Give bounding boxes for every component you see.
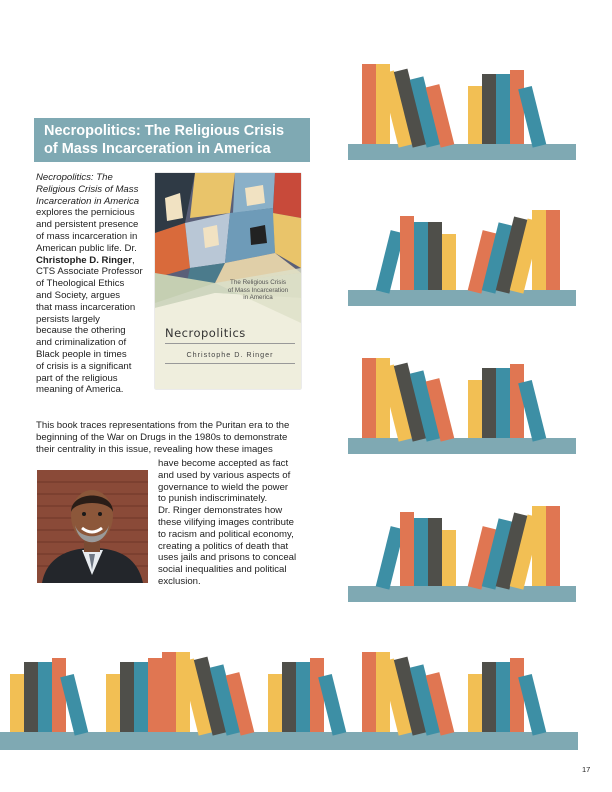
portrait-illustration — [37, 470, 148, 583]
text-line: American public life. Dr. — [36, 242, 137, 254]
text-line: meaning of America. — [36, 384, 124, 396]
author-name: Christophe D. Ringer — [36, 254, 132, 266]
bookshelf-4 — [346, 500, 578, 604]
cover-subtitle-line: The Religious Crisis — [230, 279, 286, 286]
text-line: and criminalization of — [36, 337, 127, 349]
intro-paragraph — [36, 172, 154, 396]
text-line: part of the religious — [36, 372, 118, 384]
text-line: social inequalities and political — [158, 564, 287, 576]
cover-rule — [165, 343, 295, 344]
text-line: because the othering — [36, 325, 126, 337]
book-title-italic: Necropolitics: The — [36, 172, 113, 183]
article-title — [34, 118, 310, 162]
text-line: that mass incarceration — [36, 301, 136, 313]
title-line-2: of Mass Incarceration in America — [44, 141, 271, 157]
text-line: creating a politics of death that — [158, 540, 289, 552]
bookshelf-2 — [346, 204, 578, 308]
text-line: uses jails and prisons to conceal — [158, 552, 297, 564]
book-cover — [155, 173, 301, 389]
cover-title: Necropolitics — [165, 326, 246, 340]
cover-subtitle-line: of Mass Incarceration — [227, 286, 289, 294]
cover-subtitle-line: in America — [243, 294, 273, 301]
continuation-paragraph — [36, 420, 336, 455]
text-line: these vilifying images contribute — [158, 516, 294, 528]
text-line: and Society, argues — [36, 289, 121, 301]
text-line: exclusion. — [158, 575, 201, 587]
text-line: beginning of the War on Drugs in the 1980s to demonstrate — [36, 431, 288, 443]
text-line: Dr. Ringer demonstrates how — [158, 505, 283, 517]
text-line: to punish indiscriminately. — [158, 493, 268, 505]
text-line: their centrality in this issue, revealing how these images — [36, 443, 273, 455]
page-number: 17 — [582, 765, 591, 774]
author-portrait — [37, 470, 148, 583]
text-line: to racism and political economy, — [158, 528, 294, 540]
bookshelf-bottom — [0, 646, 578, 750]
text-line: of mass incarceration in — [36, 230, 138, 242]
text-line: of Theological Ethics — [36, 278, 125, 290]
text-line: Black people in times — [36, 348, 127, 360]
book-title-italic: Religious Crisis of Mass — [36, 183, 139, 195]
text-line: governance to wield the power — [158, 481, 289, 493]
text-line: and persistent presence — [36, 219, 139, 231]
text-line: and used by various aspects of — [158, 469, 291, 481]
author-suffix: , — [131, 254, 135, 266]
text-line: have become accepted as fact — [158, 458, 289, 469]
cover-author: Christophe D. Ringer — [186, 350, 274, 359]
cover-rule — [165, 363, 295, 364]
text-line: CTS Associate Professor — [36, 266, 143, 278]
text-line: persists largely — [36, 313, 100, 325]
author-line — [36, 255, 154, 267]
title-line-1: Necropolitics: The Religious Crisis — [44, 123, 285, 139]
cover-subtitle — [215, 279, 301, 302]
book-title-italic: Incarceration in America — [36, 195, 140, 207]
text-line: This book traces representations from the Puritan era to the — [36, 420, 290, 431]
portrait-side-paragraph — [158, 458, 338, 588]
text-line: explores the pernicious — [36, 207, 135, 219]
bookshelf-1 — [346, 58, 578, 162]
bookshelf-3 — [346, 352, 578, 456]
text-line: of crisis is a significant — [36, 360, 132, 372]
